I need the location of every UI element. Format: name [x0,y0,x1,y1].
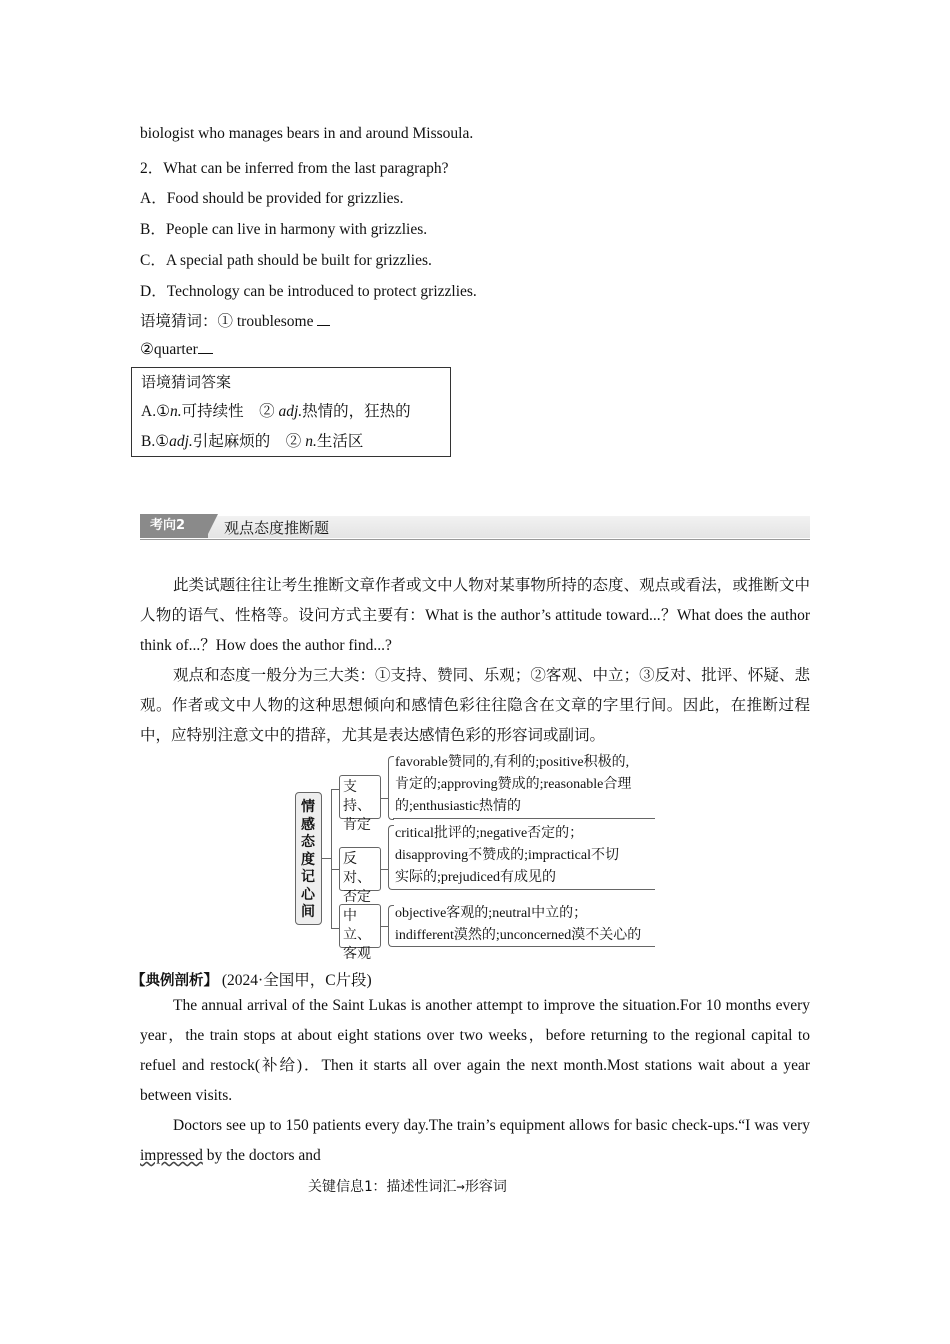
context-word-1: 语境猜词：① troublesome [140,309,330,331]
passage-tail: biologist who manages bears in and around Missoula. [140,125,474,142]
answer-box [131,367,451,457]
diagram-text-support: favorable赞同的,有利的;positive积极的, 肯定的;approving赞成的;reasonable合理 的;enthusiastic热情的 [395,755,632,814]
example-label: 【典例剖析】 [131,973,218,989]
intro-paragraph-1: 此类试题往往让考生推断文章作者或文中人物对某事物所持的态度、观点或看法，或推断文中人物的语气、性格等。设问方式主要有：What is the author’s attitude toward...？What does the author think of...？How does the author find...? [140,577,810,654]
example-source: (2024·全国甲，C片段) [221,972,372,989]
answer-row-a: A.①n.可持续性 ② adj.热情的，狂热的 [141,403,411,420]
intro-paragraph-2: 观点和态度一般分为三大类：①支持、赞同、乐观；②客观、中立；③反对、批评、怀疑、悲观。作者或文中人物的这种思想倾向和感情色彩往往隐含在文章的字里行间。因此，在推断过程中，应特别注意文中的措辞，尤其是表达感情色彩的形容词或副词。 [140,667,810,744]
diagram-text-oppose: critical批评的;negative否定的； disapproving不赞成的;impractical不切 实际的;prejudiced有成见的 [395,826,619,885]
option-b: B．People can live in harmony with grizzlies. [140,221,428,238]
example-paragraph-2: Doctors see up to 150 patients every day.The train’s equipment allows for basic check-ups.“I was very impressed by the doctors and [140,1117,810,1164]
diagram-text-neutral: objective客观的;neutral中立的； indifferent漠然的;unconcerned漠不关心的 [395,906,642,943]
example-heading [131,968,372,990]
diagram-root: 情感态度记心间 [295,792,322,925]
section-title: 观点态度推断题 [224,519,330,537]
question-stem: 2．What can be inferred from the last paragraph? [140,160,449,177]
section-tag: 考向2 [140,514,208,538]
option-c: C．A special path should be built for grizzlies. [140,252,432,269]
attitude-diagram [295,755,660,962]
example-passage [140,991,810,1171]
intro-text [140,571,810,751]
option-a: A．Food should be provided for grizzlies. [140,190,404,207]
answer-row-b: B.①adj.引起麻烦的 ② n.生活区 [141,433,364,450]
context-word-2: ②quarter [140,340,213,359]
answer-box-title: 语境猜词答案 [141,373,232,391]
diagram-branch-neutral: 中立、客观 [339,904,381,948]
underlined-word: impressed [140,1147,203,1164]
example-paragraph-1: The annual arrival of the Saint Lukas is another attempt to improve the situation.For 10 months every year，the train stops at about eight stations over two weeks，before returning to the regional capital to refuel and restock(补给)．Then it starts all over again the next month.Most stations wait about a year between visits. [140,997,810,1104]
diagram-branch-oppose: 反对、否定 [339,847,381,891]
option-d: D．Technology can be introduced to protect grizzlies. [140,283,477,300]
section-header [140,508,810,544]
diagram-branch-support: 支持、肯定 [339,775,381,819]
key-info-note: 关键信息1：描述性词汇→形容词 [308,1179,507,1195]
